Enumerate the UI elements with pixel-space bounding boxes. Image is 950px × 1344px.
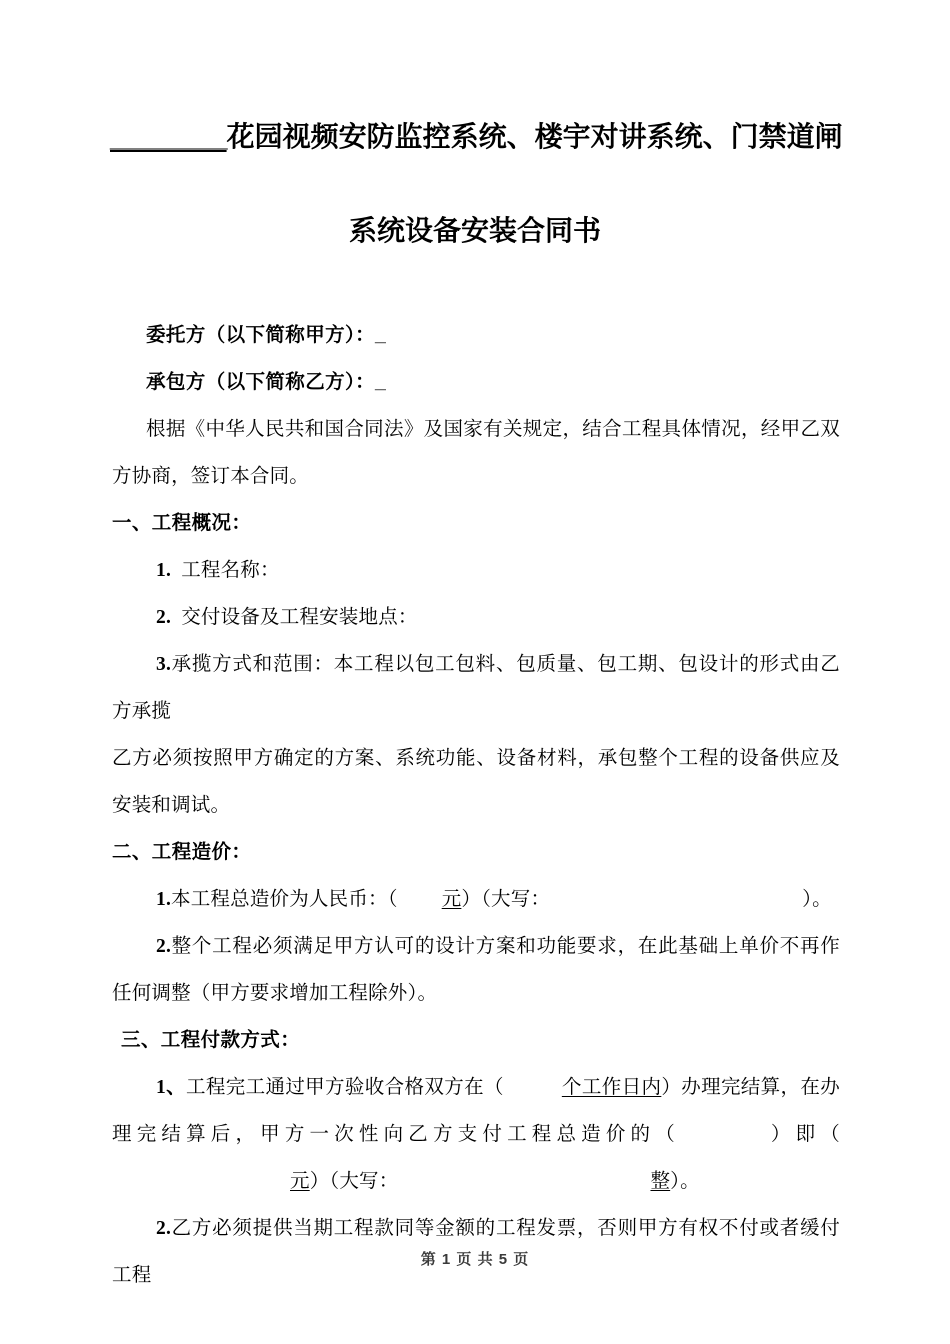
section1-item-3	[112, 641, 840, 735]
section-heading-2: 二、工程造价：	[112, 841, 252, 863]
section1-item-2	[112, 594, 840, 641]
section1-item-1	[112, 547, 840, 594]
title-line-1-text: 花园视频安防监控系统、楼宇对讲系统、门禁道闸	[226, 121, 843, 152]
section-heading-1: 一、工程概况：	[112, 512, 252, 534]
page-title-line-1	[110, 112, 843, 162]
working-days-unit: 个工作日内	[561, 1077, 662, 1098]
total-price-unit: 元	[441, 889, 462, 910]
document-body	[112, 312, 840, 1299]
payment-words-suffix: 整	[650, 1171, 671, 1192]
section3-item-1-t8: ）。	[670, 1171, 700, 1192]
section3-item-2-num: 2.	[156, 1218, 172, 1239]
section2-item-2	[112, 923, 840, 1017]
section3-item-1-num: 1、	[156, 1077, 186, 1098]
section3-item-1-t1: 工程完工通过甲方验收合格双方在（	[185, 1077, 504, 1098]
section1-item-2-num: 2.	[156, 607, 172, 628]
title-blank-field[interactable]: ________	[110, 121, 227, 152]
section2-item-1-mid: ）（大写：	[461, 889, 551, 910]
party-a-line: 委托方（以下简称甲方）：_	[146, 324, 387, 346]
payment-amount-unit: 元	[290, 1171, 310, 1192]
section2-item-2-num: 2.	[156, 936, 172, 957]
section2-item-1-prefix: 本工程总造价为人民币：（	[171, 889, 398, 910]
preamble-paragraph: 根据《中华人民共和国合同法》及国家有关规定，结合工程具体情况，经甲乙双方协商，签订本合同。	[112, 419, 840, 487]
section3-item-1-t4: ）即（	[765, 1124, 840, 1145]
page-footer: 第 1 页 共 5 页	[420, 1251, 530, 1268]
page-title-line-2: 系统设备安装合同书	[348, 215, 601, 246]
section1-item-3-num: 3.	[156, 654, 172, 675]
section2-item-2-text: 整个工程必须满足甲方认可的设计方案和功能要求，在此基础上单价不再作任何调整（甲方要求增加工程除外）。	[112, 936, 840, 1004]
section3-item-1-t3: ）办理完结算，在办理完结算后，甲方一次性向乙方支付工程总造价的（	[112, 1077, 840, 1145]
section1-item-2-text: 交付设备及工程安装地点：	[181, 607, 418, 628]
document-title-block	[110, 0, 843, 256]
section1-item-3-text: 承揽方式和范围：本工程以包工包料、包质量、包工期、包设计的形式由乙方承揽	[112, 654, 840, 722]
section1-continuation: 乙方必须按照甲方确定的方案、系统功能、设备材料，承包整个工程的设备供应及安装和调试。	[112, 748, 840, 816]
section2-item-1	[112, 876, 840, 923]
party-b-line: 承包方（以下简称乙方）：_	[146, 371, 387, 393]
section3-item-1-t6: ）（大写：	[309, 1171, 399, 1192]
section3-item-2-text: 乙方必须提供当期工程款同等金额的工程发票，否则甲方有权不付或者缓付工程	[112, 1218, 840, 1286]
section1-item-1-text: 工程名称：	[181, 560, 280, 581]
section1-item-1-num: 1.	[156, 560, 172, 581]
section-heading-3: 三、工程付款方式：	[121, 1029, 301, 1051]
section3-item-1	[112, 1064, 840, 1205]
section2-item-1-suffix: ）。	[802, 889, 832, 910]
section2-item-1-num: 1.	[156, 889, 172, 910]
